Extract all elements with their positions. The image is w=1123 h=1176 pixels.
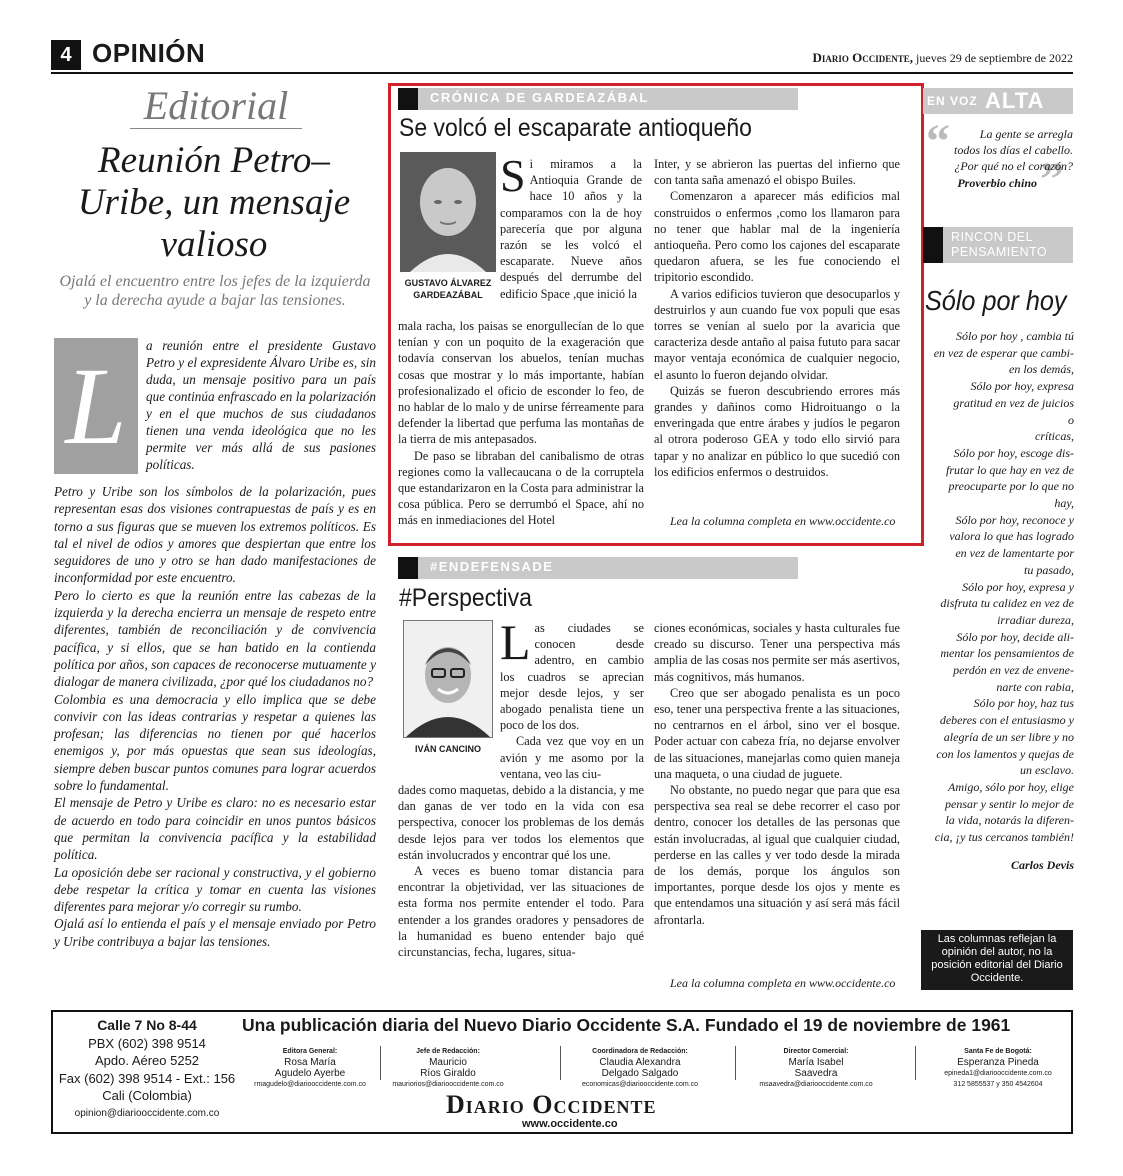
poem-line: Amigo, sólo por hoy, elige xyxy=(948,779,1074,794)
staff-bogota xyxy=(930,1046,1066,1090)
en-voz-label: EN VOZ xyxy=(927,94,978,108)
perspectiva-dropcap: L xyxy=(500,614,531,670)
staff-email: mauriorios@diariooccidente.com.co xyxy=(392,1081,504,1088)
poem-line: perdón en vez de envene- xyxy=(953,663,1074,678)
poem-line: Sólo por hoy, haz tus xyxy=(973,696,1074,711)
rincon-bar xyxy=(923,227,1073,263)
address-line: Calle 7 No 8-44 xyxy=(97,1017,197,1033)
editorial-lead: a reunión entre el presidente Gustavo Petro y el expresidente Álvaro Uribe es, sin duda, un mensaje positivo para un país que continúa enfrascado en la polarización y en el que muchos de sus ciudadanos tienen una venda ideológica que no les permite ver más allá de sus pasiones políticas. xyxy=(146,338,376,472)
poem-line: o xyxy=(1068,412,1074,427)
cronica-dropcap: S xyxy=(500,150,526,201)
poem-line: irradiar dureza, xyxy=(997,612,1074,627)
editorial-dropcap: L xyxy=(54,338,138,474)
masthead-date xyxy=(813,50,1073,66)
editorial-title: Reunión Petro–Uribe, un mensaje valioso xyxy=(77,140,351,265)
perspectiva-text: Cada vez que voy en un avión y me asomo por la ventana, veo las ciu- xyxy=(500,734,644,781)
quote-author: Proverbio chino xyxy=(957,176,1037,190)
staff-name: María Isabel xyxy=(788,1057,844,1068)
fax-line: Fax (602) 398 9514 - Ext.: 156 xyxy=(58,1070,236,1086)
quote-line: La gente se arregla xyxy=(979,127,1073,141)
quote-line: ¿Por qué no el corazón? xyxy=(954,159,1073,173)
disclaimer-box: Las columnas reflejan la opinión del autor, no la posición editorial del Diario Occidente. xyxy=(921,930,1073,990)
bar-square xyxy=(398,557,418,579)
footer-divider xyxy=(915,1046,916,1080)
staff-jefe-redaccion xyxy=(384,1046,512,1090)
staff-coordinadora xyxy=(576,1046,704,1090)
poem-line: en los demás, xyxy=(1009,362,1074,377)
rincon-label: RINCON DEL PENSAMIENTO xyxy=(951,230,1048,259)
editorial-paragraph: Pero lo cierto es que la reunión entre las cabezas de la izquierda y la derecha encierra un mensaje de respeto entre diferentes, también de reconciliación y de convivencia pacífica, y si ellos, que se han batido en la contienda política por años, son capaces de reconocerse mutuamente y dialogar de manera civilizada, ¿por qué los ciudadanos no? xyxy=(54,587,376,690)
perspectiva-column-1-top xyxy=(500,614,644,782)
perspectiva-paragraph: A veces es bueno tomar distancia para encontrar la objetividad, ver las situaciones de esta forma nos permite entender el todo. Para entender a los grandes oradores y pensadores de la humanidad es bueno entender bajo qué circunstancias, fecha, lugares, situa- xyxy=(398,864,644,960)
poem-line: Sólo por hoy, reconoce y xyxy=(955,512,1074,527)
issue-date: jueves 29 de septiembre de 2022 xyxy=(916,51,1073,65)
poem-line: cia, ¡y tus cercanos también! xyxy=(934,830,1074,845)
editorial-paragraph: Colombia es una democracia y ello implica que se debe convivir con las ideas contrarias y respetar a quienes las profesan; las diferencias no tienen por qué hacerlos enemigos y, por más opuestas que sean sus ideologías, siempre deben buscar puntos comunes para lograr acuerdos sobre lo fundamental. xyxy=(54,691,376,794)
poem-line: Sólo por hoy, decide ali- xyxy=(956,629,1074,644)
perspectiva-column-1 xyxy=(398,782,644,960)
perspectiva-column-2 xyxy=(654,620,900,928)
footer-divider xyxy=(380,1046,381,1080)
footer-url[interactable]: www.occidente.co xyxy=(522,1118,618,1130)
editorial-subtitle: Ojalá el encuentro entre los jefes de la izquierda y la derecha ayude a bajar las tensiones. xyxy=(59,273,371,309)
cronica-paragraph: De paso se libraban del canibalismo de otras regiones como la vallecaucana o de la corruptela que estandarizaron en la Costa para administrar la cosa pública. Pero se derrumbó el Space, ahí no más en inmediaciones del Hotel xyxy=(398,448,644,528)
staff-name: Saavedra xyxy=(794,1068,838,1079)
cronica-title: Se volcó el escaparate antioqueño xyxy=(399,114,752,142)
author-caption: IVÁN CANCINO xyxy=(414,744,481,754)
perspectiva-read-more: Lea la columna completa en www.occidente.co xyxy=(670,976,896,990)
publication-line: Una publicación diaria del Nuevo Diario Occidente S.A. Fundado el 19 de noviembre de 1961 xyxy=(242,1015,1011,1035)
staff-name: Claudia Alexandra xyxy=(599,1057,681,1068)
staff-role: Santa Fe de Bogotá: xyxy=(964,1048,1032,1055)
poem-line: hay, xyxy=(1054,496,1074,511)
header-rule xyxy=(51,72,1073,74)
page-number: 4 xyxy=(51,40,81,70)
city-line: Cali (Colombia) xyxy=(102,1088,192,1103)
cronica-section-bar xyxy=(398,88,798,110)
poem-line: alegría de un ser libre y no xyxy=(943,729,1074,744)
poem-title: Sólo por hoy xyxy=(925,285,1067,316)
cronica-paragraph: Inter, y se abrieron las puertas del infierno que con tanta saña amenazó el obispo Builes. xyxy=(654,157,900,188)
poem-line: gratitud en vez de juicios xyxy=(953,395,1074,410)
paper-name: Diario Occidente, xyxy=(812,50,914,65)
staff-role: Coordinadora de Redacción: xyxy=(592,1048,688,1055)
perspectiva-paragraph: No obstante, no puedo negar que para que esa perspectiva sea real se debe recorrer el caso por dentro, conocer los detalles de las personas que están involucradas, al igual que cualquier ciudad, perderse en las calles y ver todo desde la mirada de los demás, porque los ángulos son importantes, porque desde los ojos y mente es que entendamos una situación y así será más fácil afrontarla. xyxy=(654,783,900,927)
bar-square xyxy=(398,88,418,110)
perspectiva-text: as ciudades se conocen desde adentro, en cambio los cuadros se aprecian mejor desde lejos, y ser abogado penalista tiene un poco de los dos. xyxy=(500,621,644,733)
editorial-paragraph: Petro y Uribe son los símbolos de la polarización, pues representan esas dos visiones contrapuestas de país y es en torno a sus figuras que se mueven los extremos políticos. Es tal el nivel de odios y amores que despiertan que entre los seguidores de uno y otro se han dado manifestaciones de inconformidad por este encuentro. xyxy=(54,484,376,586)
staff-editora xyxy=(246,1046,374,1090)
perspectiva-section-label: #ENDEFENSADE xyxy=(430,559,554,574)
poem-line: frutar lo que hay en vez de xyxy=(946,462,1074,477)
editorial-paragraph: El mensaje de Petro y Uribe es claro: no es necesario estar de acuerdo en todo para coincidir en unos puntos básicos que permitan la convivencia pacífica y la estabilidad política. xyxy=(54,795,376,863)
close-quote-icon: ” xyxy=(1040,153,1064,206)
poem-line: un esclavo. xyxy=(1020,763,1074,778)
staff-name: Agudelo Ayerbe xyxy=(274,1068,346,1079)
poem-line: Sólo por hoy, escoge dis- xyxy=(953,445,1074,460)
cronica-paragraph: Quizás se fueron descubriendo errores más grandes y dañinos como Hidroituango o la enveringada que entre árabes y judíos le pegaron al otrora poderoso GEA y todo ello sirvió para tapar y no analizar en público lo que sucedió con los edificios enfermos o destruidos. xyxy=(654,383,900,479)
author-photo-cancino xyxy=(403,620,493,738)
poem-body xyxy=(922,328,1074,846)
staff-role: Editora General: xyxy=(282,1048,338,1055)
footer-divider xyxy=(735,1046,736,1080)
cronica-column-2 xyxy=(654,156,900,480)
editorial-kicker: Editorial xyxy=(130,84,302,129)
cronica-column-1-top xyxy=(500,150,642,302)
author-portrait-icon xyxy=(400,152,496,272)
author-photo-gardeazabal xyxy=(400,152,496,272)
staff-name: Delgado Salgado xyxy=(601,1068,679,1079)
alta-label: ALTA xyxy=(985,88,1045,113)
staff-email: economicas@diariooccidente.com.co xyxy=(581,1081,699,1088)
perspectiva-section-bar xyxy=(398,557,798,579)
author-portrait-icon xyxy=(404,621,492,737)
poem-line: la vida, notarás la diferen- xyxy=(945,813,1074,828)
staff-name: Esperanza Pineda xyxy=(957,1057,1039,1068)
poem-line: Sólo por hoy , cambia tú xyxy=(956,329,1074,343)
author-caption: GUSTAVO ÁLVAREZ GARDEAZÁBAL xyxy=(404,278,492,300)
quote-line: todos los días el cabello. xyxy=(954,143,1073,157)
poem-line: valora lo que has logrado xyxy=(949,529,1074,544)
footer-divider xyxy=(560,1046,561,1080)
footer-address xyxy=(54,1017,240,1122)
poem-line: Sólo por hoy, expresa xyxy=(970,379,1074,394)
editorial-body xyxy=(54,483,376,950)
bar-square xyxy=(923,227,943,263)
cronica-paragraph: A varios edificios tuvieron que desocuparlos y destruirlos y aun cuando fue vox populi que esas torres se venían al suelo por la avaricia que caracteriza desde antaño al paisa fututo para sacar mayor ventaja económica de cualquier negocio, el asunto lo fueron dejando olvidar. xyxy=(654,286,900,382)
staff-role: Director Comercial: xyxy=(783,1048,849,1055)
staff-name: Rosa María xyxy=(284,1057,336,1068)
poem-line: en vez de esperar que cambi- xyxy=(933,345,1074,360)
poem-author: Carlos Devis xyxy=(1011,858,1074,872)
poem-line: deberes con el entusiasmo y xyxy=(939,713,1074,728)
poem-line: disfruta tu calidez en vez de xyxy=(940,596,1074,611)
cronica-column-1 xyxy=(398,318,644,529)
email-line: opinion@diariooccidente.com.co xyxy=(74,1107,220,1119)
section-title: OPINIÓN xyxy=(92,38,206,68)
en-voz-alta-bar xyxy=(923,88,1073,114)
perspectiva-paragraph: dades como maquetas, debido a la distancia, y me dan ganas de ver todo en la vida con esa perspectiva, conocer los problemas de los demás desde lejos para ver todos los elementos que están involucrados y encontrar qué los une. xyxy=(398,783,644,862)
staff-email: rmagudelo@diariooccidente.com.co xyxy=(254,1081,366,1088)
cronica-read-more: Lea la columna completa en www.occidente.co xyxy=(670,514,896,528)
apdo-line: Apdo. Aéreo 5252 xyxy=(94,1053,200,1068)
footer-logo: Diario Occidente xyxy=(446,1090,657,1119)
perspectiva-paragraph: Creo que ser abogado penalista es un poco eso, tener una perspectiva frente a las situaciones, no centrarnos en el árbol, sino ver el bosque. Poder actuar con cabeza fría, no dejarse envolver de las situaciones, manejarlas como quien maneja una maqueta, o una ciudad de juguete. xyxy=(654,685,900,781)
poem-line: tu pasado, xyxy=(1023,562,1074,577)
poem-line: con los lamentos y quejas de xyxy=(936,746,1074,761)
staff-email: msaavedra@diariooccidente.com.co xyxy=(759,1081,873,1088)
perspectiva-title: #Perspectiva xyxy=(399,584,532,612)
poem-line: mentar los pensamientos de xyxy=(940,646,1074,661)
staff-director-comercial xyxy=(752,1046,880,1090)
staff-name: Mauricio xyxy=(429,1057,467,1068)
quote-text xyxy=(925,126,1073,174)
open-quote-icon: “ xyxy=(926,115,950,168)
pbx-line: PBX (602) 398 9514 xyxy=(88,1035,206,1051)
cronica-section-label: CRÓNICA DE GARDEAZÁBAL xyxy=(430,90,649,105)
cronica-paragraph: mala racha, los paisas se enorgullecían de lo que tenían y con un poquito de la exageración que todavía conservan los abuelos, tenían muchas cosas que mostrar y lo más importante, habían profesionalizado el oficio de esconder lo feo, de no hablar de lo malo y de unirse férreamente para defender la libertad que perfuma las montañas de la tierra de mis antepasados. xyxy=(398,319,644,447)
staff-email: epineda1@diariooccidente.com.co xyxy=(944,1070,1052,1077)
poem-line: Sólo por hoy, expresa y xyxy=(962,579,1074,594)
poem-line: preocuparte por lo que no xyxy=(948,479,1074,494)
perspectiva-paragraph: ciones económicas, sociales y hasta culturales fue creado su discurso. Tener una perspectiva más amplia de las cosas nos permite ser más asertivos, más cognitivos, más humanos. xyxy=(654,621,900,684)
poem-line: críticas, xyxy=(1035,429,1074,444)
poem-line: narte con rabia, xyxy=(996,679,1074,694)
cronica-text: i miramos a la Antioquia Grande de hace 10 años y la comparamos con la de hoy parecería que por alguna razón se les volcó el escaparate. Nueve años después del derrumbe del edificio Space ,que inició la xyxy=(500,157,642,301)
editorial-paragraph: La oposición debe ser racional y constructiva, y el gobierno debe respetar la crítica y tomar en cuenta las visiones diferentes para mejorar y/o corregir su rumbo. xyxy=(54,864,376,915)
cronica-paragraph: Comenzaron a aparecer más edificios mal construidos o enfermos ,como los llamaron para no tener que hablar mal de la ingeniería antioqueña. Pero como los cajones del escaparate quedaron afuera, se les fue conociendo el tripitorio escondido. xyxy=(654,189,900,285)
poem-line: pensar y sentir lo mejor de xyxy=(945,796,1074,811)
poem-line: en vez de lamentarte por xyxy=(955,546,1074,561)
staff-role: Jefe de Redacción: xyxy=(416,1048,480,1055)
staff-phone: 312 5855537 y 350 4542604 xyxy=(953,1081,1043,1088)
staff-name: Ríos Giraldo xyxy=(420,1068,476,1079)
editorial-paragraph: Ojalá así lo entienda el país y el mensaje enviado por Petro y Uribe contribuya a bajar las tensiones. xyxy=(54,916,376,949)
